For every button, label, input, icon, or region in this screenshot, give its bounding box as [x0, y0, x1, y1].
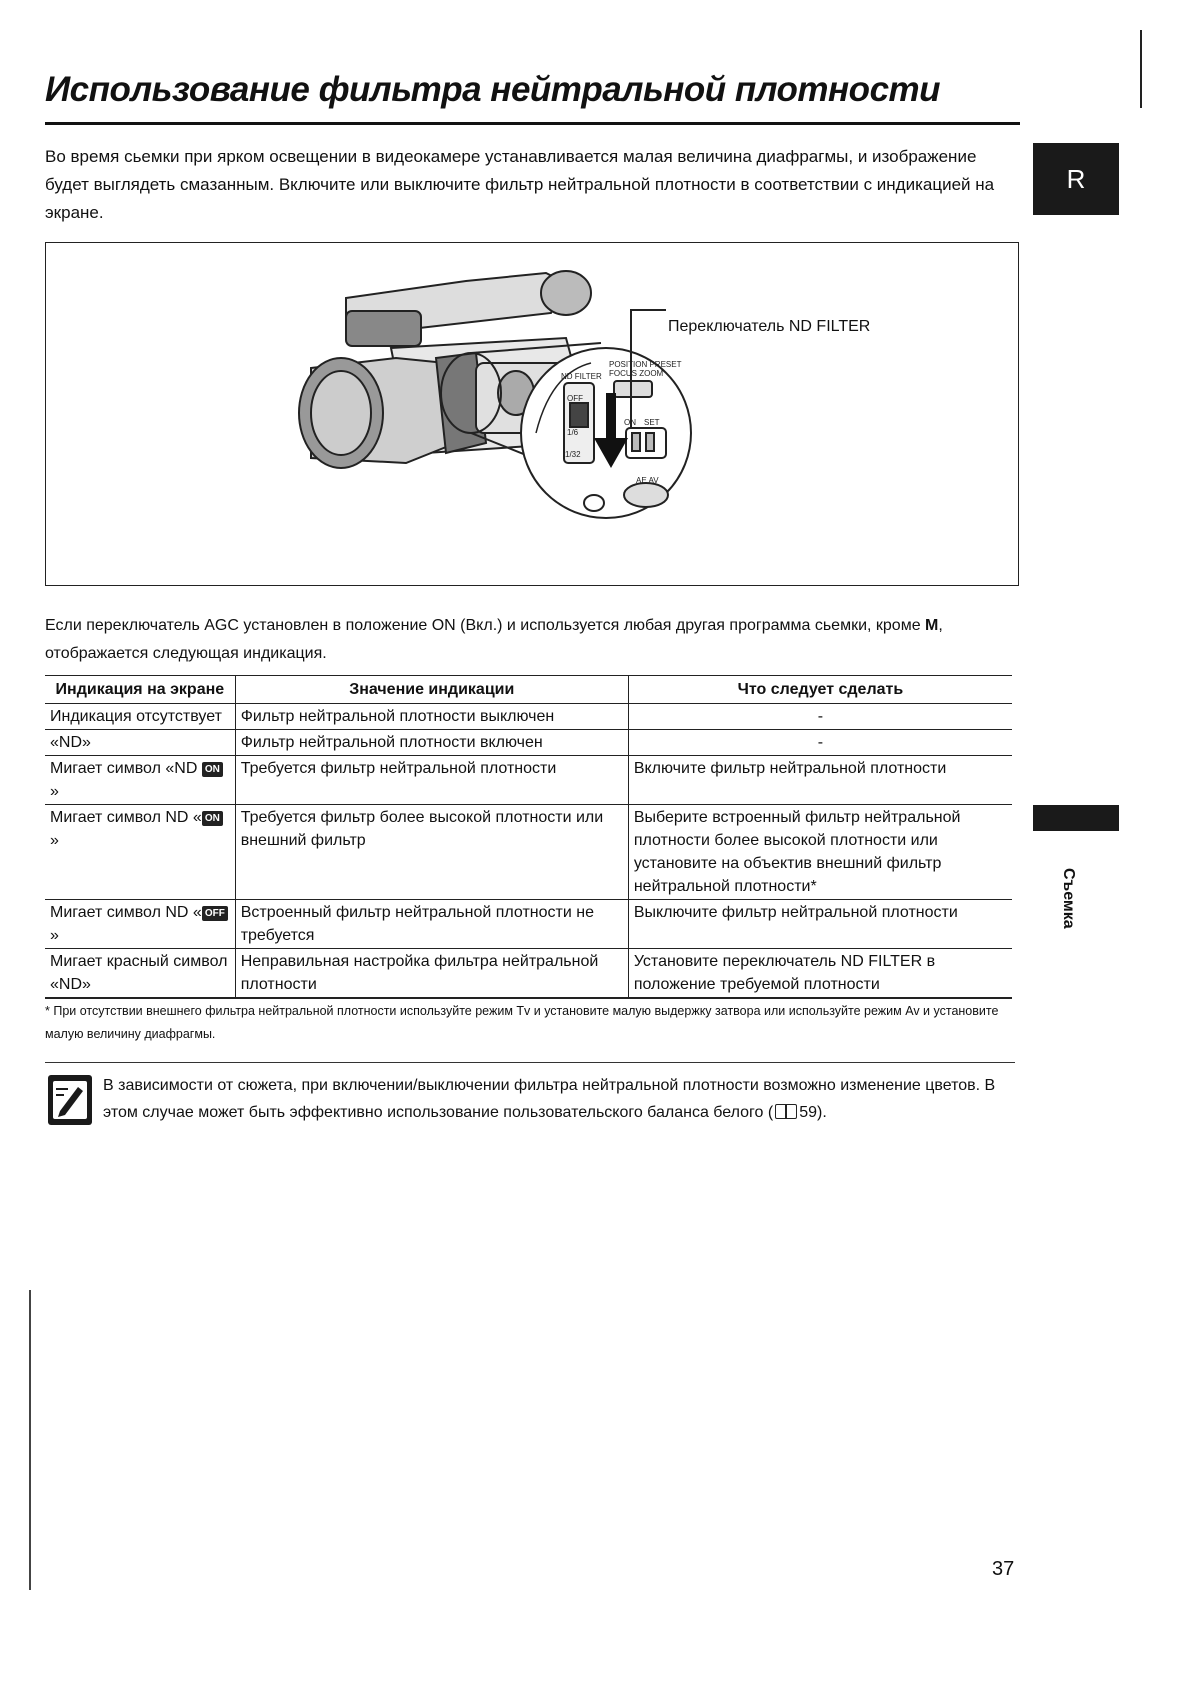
indication-text-end: »	[50, 832, 59, 849]
left-margin-rule	[29, 1290, 31, 1590]
cell-meaning: Неправильная настройка фильтра нейтральной плотности	[235, 949, 628, 999]
switch-label-position: POSITION PRESET	[609, 360, 682, 369]
note-divider	[45, 1062, 1015, 1063]
cell-meaning: Фильтр нейтральной плотности выключен	[235, 704, 628, 730]
switch-label-1-6: 1/6	[567, 428, 579, 437]
table-row	[45, 730, 1012, 756]
switch-label-on: ON	[624, 418, 636, 427]
page-number: 37	[992, 1558, 1015, 1580]
indication-text-end: »	[50, 927, 59, 944]
note-body: В зависимости от сюжета, при включении/выключении фильтра нейтральной плотности возможно изменение цветов. В этом случае может быть эффективно использование пользовательского баланса белого (	[103, 1077, 996, 1121]
header-screen-indication: Индикация на экране	[45, 676, 235, 704]
note-text	[103, 1072, 1018, 1126]
nd-off-badge: OFF	[202, 906, 228, 921]
ref-page: 59	[799, 1104, 818, 1121]
footnote: * При отсутствии внешнего фильтра нейтральной плотности используйте режим Tv и установите малую выдержку затвора или используйте режим Av и установите малую величину диафрагмы.	[45, 1004, 999, 1041]
switch-label-nd: ND FILTER	[561, 372, 602, 381]
cell-meaning: Требуется фильтр нейтральной плотности	[235, 756, 628, 805]
switch-label-1-32: 1/32	[565, 450, 581, 459]
cell-action: Выключите фильтр нейтральной плотности	[628, 900, 1012, 949]
book-ref-icon	[775, 1104, 797, 1119]
camcorder-illustration	[45, 242, 1019, 586]
indication-text: Мигает символ ND «	[50, 904, 202, 921]
agc-note-text: Если переключатель AGC установлен в положение ON (Вкл.) и используется любая другая программа сьемки, кроме	[45, 617, 921, 634]
intro-paragraph: Во время сьемки при ярком освещении в видеокамере устанавливается малая величина диафрагмы, и изображение будет выглядеть смазанным. Включите или выключите фильтр нейтральной плотности в соответствии с индикацией на экране.	[45, 147, 995, 222]
indication-text-end: »	[50, 783, 59, 800]
cell-indication: «ND»	[45, 730, 235, 756]
indication-text: Мигает символ «ND	[50, 760, 202, 777]
cell-action: -	[628, 704, 1012, 730]
cell-action: Установите переключатель ND FILTER в положение требуемой плотности	[628, 949, 1012, 999]
note-pencil-icon	[48, 1075, 92, 1130]
cell-indication: Мигает красный символ «ND»	[45, 949, 235, 999]
agc-note	[45, 612, 1015, 668]
section-tab: R	[1033, 143, 1119, 215]
cell-meaning: Требуется фильтр более высокой плотности или внешний фильтр	[235, 805, 628, 900]
cell-meaning: Фильтр нейтральной плотности включен	[235, 730, 628, 756]
table-row	[45, 704, 1012, 730]
header-meaning: Значение индикации	[235, 676, 628, 704]
agc-note-end: , отображается следующая индикация.	[45, 617, 943, 662]
switch-label-focus-zoom: FOCUS ZOOM	[609, 369, 664, 378]
nd-on-badge: ON	[202, 811, 223, 826]
title-underline	[45, 122, 1020, 125]
nd-filter-callout: Переключатель ND FILTER	[668, 318, 871, 335]
table-row	[45, 900, 1012, 949]
header-action: Что следует сделать	[628, 676, 1012, 704]
top-right-rule	[1140, 30, 1142, 108]
cell-action: Выберите встроенный фильтр нейтральной плотности более высокой плотности или установите на объектив внешний фильтр нейтральной плотности*	[628, 805, 1012, 900]
switch-label-ae: AE AV	[636, 476, 659, 485]
table-row	[45, 949, 1012, 999]
nd-on-badge: ON	[202, 762, 223, 777]
cell-indication	[45, 756, 235, 805]
switch-label-off: OFF	[567, 394, 583, 403]
page-title: Использование фильтра нейтральной плотности	[45, 70, 941, 109]
cell-indication: Индикация отсутствует	[45, 704, 235, 730]
switch-label-set: SET	[644, 418, 660, 427]
side-tab-bar	[1033, 805, 1119, 831]
indication-table	[45, 675, 1012, 999]
table-row	[45, 756, 1012, 805]
cell-action: -	[628, 730, 1012, 756]
table-header-row	[45, 676, 1012, 704]
cell-action: Включите фильтр нейтральной плотности	[628, 756, 1012, 805]
agc-mode-letter: M	[925, 617, 939, 634]
cell-indication	[45, 805, 235, 900]
indication-text: Мигает символ ND «	[50, 809, 202, 826]
cell-indication	[45, 900, 235, 949]
cell-meaning: Встроенный фильтр нейтральной плотности не требуется	[235, 900, 628, 949]
note-end: ).	[817, 1104, 827, 1121]
side-section-label: Съемка	[1060, 868, 1077, 929]
camcorder-drawing	[46, 243, 1018, 585]
table-row	[45, 805, 1012, 900]
